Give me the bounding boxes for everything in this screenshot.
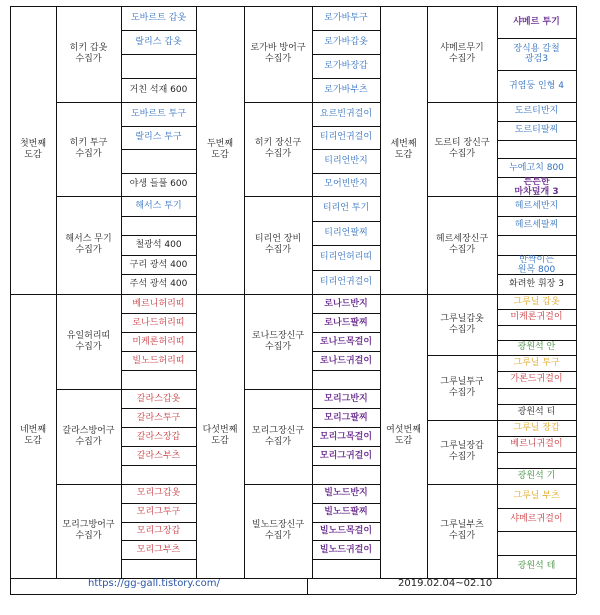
group-label: 헤르세장신구 수집가 — [435, 234, 489, 255]
item-cell: 도바르트 투구 — [130, 108, 187, 119]
item-cell: 철광석 400 — [135, 239, 182, 250]
item-cell: 구리 광석 400 — [129, 259, 188, 270]
item-cell: 누에고치 800 — [509, 162, 564, 173]
item-cell: 광원석 기 — [517, 471, 556, 481]
item-cell — [497, 388, 576, 404]
group-label: 유일허리띠 수집가 — [66, 330, 111, 352]
item-cell — [497, 325, 576, 340]
item-cell: 갈라스갑옷 — [136, 393, 181, 404]
item-cell: 빌노드목걸이 — [319, 525, 373, 536]
group-label: 히키 장신구 수집가 — [254, 138, 302, 159]
group-label: 히키 투구 수집가 — [69, 138, 108, 159]
item-cell: 로나드목걸이 — [319, 336, 373, 347]
item-cell: 로나드반지 — [324, 298, 368, 309]
item-cell: 반짝이는 원목 800 — [517, 254, 556, 275]
item-cell: 로가바갑옷 — [324, 37, 368, 47]
section-label-s4: 네번째 도감 — [19, 425, 47, 446]
item-cell: 로가바장갑 — [324, 61, 368, 71]
item-cell: 화려한 휘장 3 — [509, 279, 564, 290]
item-cell — [497, 140, 576, 159]
item-cell: 도바르트 갑옷 — [130, 13, 187, 23]
footer-url[interactable]: https://gg-gall.tistory.com/ — [88, 578, 220, 589]
item-cell: 미케론허리띠 — [132, 336, 185, 347]
item-cell: 광원석 안 — [517, 342, 556, 353]
item-cell: 광원석 티 — [517, 406, 556, 417]
section-label-s5: 다섯번째 도감 — [202, 425, 238, 446]
item-cell: 모어빈반지 — [324, 179, 368, 190]
collection-table — [8, 6, 584, 594]
item-cell: 티리언 투기 — [322, 203, 370, 214]
item-cell: 가론드귀걸이 — [510, 374, 563, 385]
item-cell: 모리그목걸이 — [319, 431, 373, 442]
group-label: 모리그장신구 수집가 — [251, 425, 305, 447]
item-cell — [121, 370, 196, 389]
item-cell: 그루닐 갑옷 — [513, 296, 560, 307]
section-label-s3: 세번째 도감 — [390, 139, 417, 160]
item-cell: 미케론귀걸이 — [510, 311, 563, 322]
item-cell — [312, 370, 380, 389]
item-cell: 빌노드반지 — [324, 488, 368, 499]
item-cell: 그루닐 투구 — [513, 358, 560, 369]
item-cell: 로가바투구 — [324, 13, 368, 23]
item-cell: 티리언허리띠 — [319, 252, 373, 263]
item-cell — [121, 559, 196, 578]
item-cell: 모리그반지 — [324, 393, 368, 404]
section-label-s1: 첫번째 도감 — [19, 139, 47, 160]
item-cell: 장식용 갈철 광검3 — [513, 44, 560, 64]
group-label: 그루닐갑옷 수집가 — [440, 313, 484, 335]
item-cell: 모리그투구 — [136, 507, 181, 518]
item-cell: 모리그귀걸이 — [319, 450, 373, 461]
item-cell: 도르티팔찌 — [514, 125, 559, 136]
item-cell — [121, 216, 196, 236]
group-label: 티리언 장비 수집가 — [254, 234, 302, 255]
item-cell: 모리그팔찌 — [324, 412, 368, 423]
group-label: 도르티 장신구 수집가 — [434, 138, 490, 159]
group-label: 히키 갑옷 수집가 — [69, 43, 108, 64]
item-cell — [121, 465, 196, 484]
item-cell — [497, 235, 576, 255]
item-cell: 해서스 투기 — [135, 200, 182, 211]
item-cell: 도르티반지 — [514, 106, 559, 117]
item-cell — [312, 465, 380, 484]
section-label-s6: 여섯번째 도감 — [386, 425, 421, 446]
item-cell: 주석 광석 400 — [129, 279, 188, 290]
group-label: 그루닐투구 수집가 — [440, 376, 484, 398]
group-label: 로가바 방어구 수집가 — [250, 43, 306, 64]
item-cell: 로가바부츠 — [324, 85, 368, 95]
item-cell: 빌노드팔찌 — [324, 507, 368, 518]
item-cell: 샤메르귀걸이 — [510, 514, 563, 525]
item-cell: 티리언반지 — [324, 155, 368, 166]
footer-date: 2019.02.04~02.10 — [398, 578, 493, 589]
item-cell — [312, 559, 380, 578]
item-cell: 그루닐 부츠 — [513, 490, 560, 501]
item-cell: 갈라스부츠 — [136, 450, 181, 461]
group-label: 샤메르무기 수집가 — [440, 43, 484, 64]
item-cell: 베르니귀걸이 — [510, 439, 563, 449]
item-cell: 모리그갑옷 — [136, 488, 181, 499]
item-cell: 그루닐 장갑 — [513, 423, 560, 433]
item-cell: 빌노드귀걸이 — [319, 544, 373, 555]
item-cell: 갈라스투구 — [136, 412, 181, 423]
item-cell: 랄리스 갑옷 — [135, 37, 182, 47]
item-cell: 헤르세반지 — [514, 200, 559, 211]
item-cell: 베르니허리띠 — [132, 298, 185, 309]
item-cell: 야생 들풀 600 — [129, 179, 188, 190]
item-cell: 광원석 테 — [517, 561, 556, 572]
item-cell: 귀염둥 인형 4 — [509, 81, 564, 91]
group-label: 빌노드장신구 수집가 — [251, 520, 305, 541]
item-cell — [497, 452, 576, 468]
item-cell: 튼튼한 마차덮개 3 — [514, 177, 559, 196]
item-cell: 갈라스장갑 — [136, 431, 181, 442]
group-label: 로나드장신구 수집가 — [251, 330, 305, 352]
item-cell: 로나드귀걸이 — [319, 355, 373, 366]
item-cell: 모리그부츠 — [136, 544, 181, 555]
group-label: 해서스 무기 수집가 — [65, 234, 112, 255]
item-cell: 티리언팔찌 — [324, 227, 368, 238]
item-cell: 로나드팔찌 — [324, 317, 368, 328]
item-cell: 티리언귀걸이 — [319, 132, 373, 143]
item-cell: 샤메르 투기 — [513, 17, 560, 27]
item-cell: 헤르세팔찌 — [514, 220, 559, 231]
group-label: 그루닐장갑 수집가 — [440, 441, 484, 462]
item-cell: 거친 석재 600 — [129, 85, 188, 95]
section-label-s2: 두번째 도감 — [206, 139, 234, 160]
item-cell: 티리언귀걸이 — [319, 276, 373, 287]
item-cell — [497, 531, 576, 555]
group-label: 모리그방어구 수집가 — [62, 520, 115, 541]
item-cell — [121, 149, 196, 173]
item-cell: 랄리스 투구 — [135, 132, 182, 143]
item-cell: 로나드허리띠 — [132, 317, 185, 328]
group-label: 그루닐부츠 수집가 — [440, 520, 484, 541]
group-label: 갈라스방어구 수집가 — [62, 425, 115, 447]
item-cell — [121, 54, 196, 78]
item-cell: 모리그장갑 — [136, 525, 181, 536]
item-cell: 요르빈귀걸이 — [319, 108, 373, 119]
item-cell: 빌노드허리띠 — [132, 355, 185, 366]
